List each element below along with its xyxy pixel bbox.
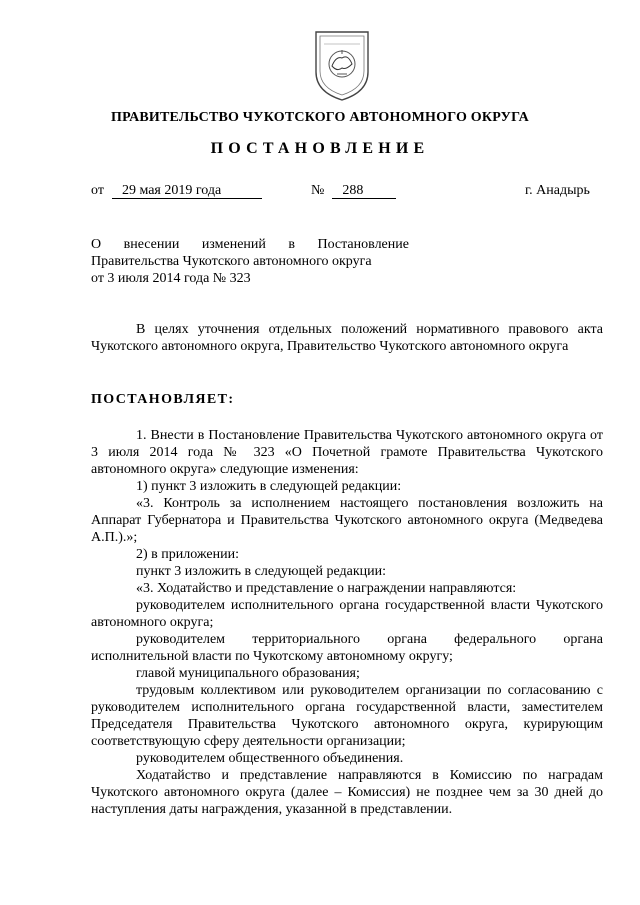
- paragraph: руководителем общественного объединения.: [136, 751, 404, 766]
- subject-word: в: [288, 237, 295, 252]
- government-name: ПРАВИТЕЛЬСТВО ЧУКОТСКОГО АВТОНОМНОГО ОКРУГА: [111, 110, 529, 125]
- subject-line-1: [91, 236, 409, 253]
- coat-of-arms-icon: [310, 28, 374, 104]
- document-type: ПОСТАНОВЛЕНИЕ: [210, 140, 430, 157]
- subject-line-3: от 3 июля 2014 года № 323: [91, 271, 251, 286]
- document-subject: [91, 236, 409, 287]
- preamble: В целях уточнения отдельных положений нормативного правового акта Чукотского автономного округа, Правительство Чукотского автономного округа: [91, 322, 603, 354]
- paragraph: 1. Внести в Постановление Правительства Чукотского автономного округа от 3 июля 2014 года № 323 «О Почетной грамоте Правительства Чукотского автономного округа» следующие изменения:: [91, 428, 603, 477]
- subject-word: внесении: [123, 237, 180, 252]
- subject-word: Постановление: [317, 237, 409, 252]
- resolves-heading: ПОСТАНОВЛЯЕТ:: [91, 392, 235, 407]
- subject-word: изменений: [201, 237, 266, 252]
- document-date-field: [91, 183, 262, 199]
- paragraph: 2) в приложении:: [136, 547, 239, 562]
- date-label: от: [91, 183, 104, 198]
- subject-line-2: Правительства Чукотского автономного округа: [91, 254, 372, 269]
- document-city: г. Анадырь: [525, 183, 590, 198]
- subject-word: О: [91, 237, 102, 252]
- paragraph: главой муниципального образования;: [136, 666, 360, 681]
- paragraph: 1) пункт 3 изложить в следующей редакции:: [136, 479, 402, 494]
- document-date: 29 мая 2019 года: [112, 183, 262, 199]
- paragraph: руководителем территориального органа федерального органа исполнительной власти по Чукотскому автономному округу;: [91, 632, 603, 664]
- paragraph: трудовым коллективом или руководителем организации по согласованию с руководителем исполнительного органа государственной власти, заместителем Председателя Правительства Чукотского автономного округа, курирующим соответствующую сферу деятельности организации;: [91, 683, 603, 749]
- paragraph: руководителем исполнительного органа государственной власти Чукотского автономного округа;: [91, 598, 603, 630]
- document-number-field: [311, 183, 396, 199]
- paragraph: «3. Контроль за исполнением настоящего постановления возложить на Аппарат Губернатора и Правительства Чукотского автономного округа (Медведева А.П.).»;: [91, 496, 603, 545]
- document-number: 288: [332, 183, 396, 199]
- paragraph: Ходатайство и представление направляются в Комиссию по наградам Чукотского автономного округа (далее – Комиссия) не позднее чем за 30 дней до наступления даты награждения, указанной в представлении.: [91, 768, 603, 817]
- resolution-body: [91, 427, 603, 818]
- paragraph: пункт 3 изложить в следующей редакции:: [136, 564, 386, 579]
- paragraph: «3. Ходатайство и представление о награждении направляются:: [136, 581, 517, 596]
- number-label: №: [311, 183, 325, 198]
